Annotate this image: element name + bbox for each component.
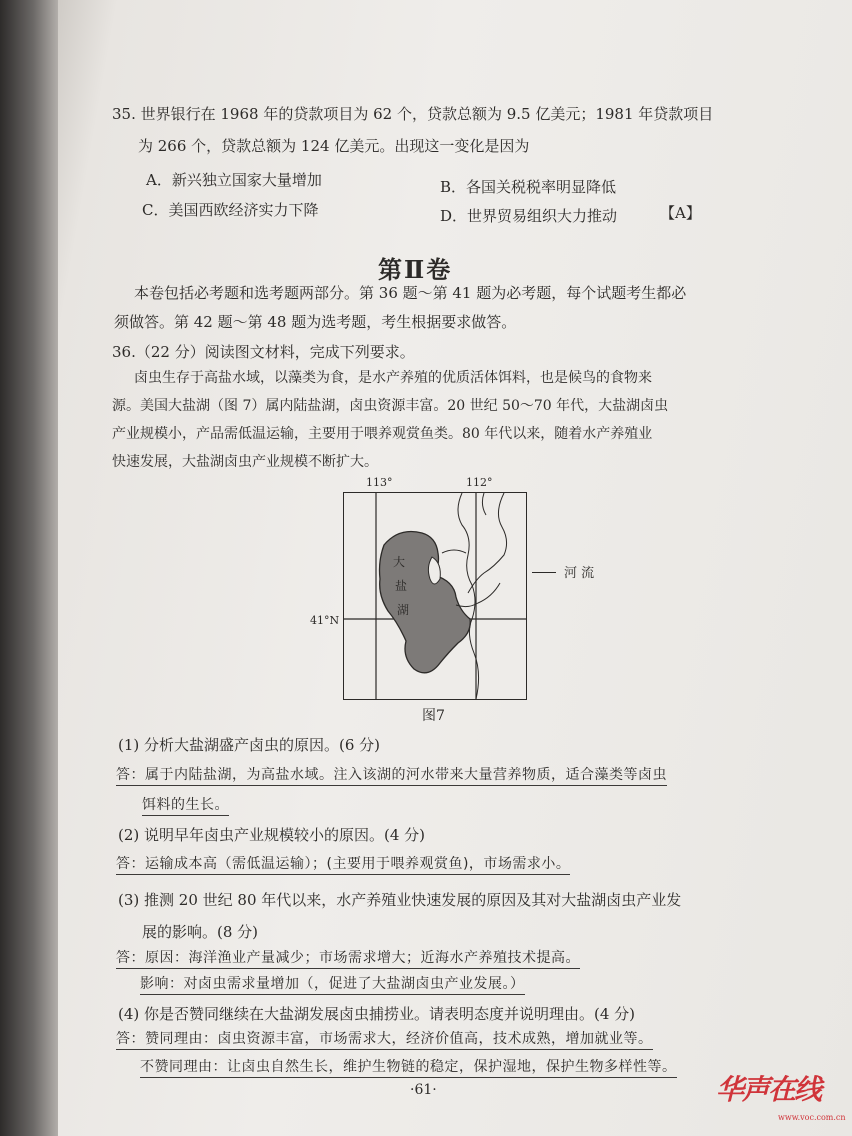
q36-material-line3: 产业规模小，产品需低温运输，主要用于喂养观赏鱼类。80 年代以来，随着水产养殖业 [112,426,653,442]
map-lon-112: 112° [466,476,493,489]
page-number: ·61· [410,1082,437,1098]
q36-sub3-line2: 展的影响。(8 分) [142,923,259,941]
q36-answer3-line2: 影响：对卤虫需求量增加（，促进了大盐湖卤虫产业发展。） [140,976,525,995]
q36-material-line2: 源。美国大盐湖（图 7）属内陆盐湖，卤虫资源丰富。20 世纪 50～70 年代，大盐湖卤虫 [112,398,669,414]
q35-answer: 【A】 [660,204,701,222]
section-title: 第Ⅱ卷 [378,255,453,284]
intro-line1: 本卷包括必考题和选考题两部分。第 36 题～第 41 题为必考题，每个试题考生都必 [134,284,687,302]
q36-sub3-line1: (3) 推测 20 世纪 80 年代以来，水产养殖业快速发展的原因及其对大盐湖卤虫产业发 [118,891,682,909]
river-5 [482,493,486,515]
q36-material-line1: 卤虫生存于高盐水域，以藻类为食，是水产养殖的优质活体饵料，也是候鸟的食物来 [134,370,652,386]
q35-option-a: A．新兴独立国家大量增加 [146,171,322,189]
map-figure-7 [343,492,527,700]
q36-answer1-line2: 饵料的生长。 [142,797,229,816]
legend-river-label: 河 流 [564,566,595,581]
intro-line2: 须做答。第 42 题～第 48 题为选考题，考生根据要求做答。 [114,313,517,331]
river-3 [442,550,466,553]
figure-caption: 图7 [422,708,445,724]
lake-char-2: 盐 [395,579,408,593]
q35-option-b: B．各国关税税率明显降低 [440,178,617,196]
q35-option-c: C．美国西欧经济实力下降 [142,201,319,219]
watermark-url: www.voc.com.cn [778,1113,846,1122]
lake-char-1: 大 [393,555,406,569]
q36-answer2: 答：运输成本高（需低温运输）；(主要用于喂养观赏鱼)，市场需求小。 [116,856,570,875]
q36-sub4: (4) 你是否赞同继续在大盐湖发展卤虫捕捞业。请表明态度并说明理由。(4 分) [118,1005,636,1023]
q36-sub1: (1) 分析大盐湖盛产卤虫的原因。(6 分) [118,736,381,754]
river-2 [468,493,507,593]
q36-answer4-line1: 答：赞同理由：卤虫资源丰富，市场需求大，经济价值高，技术成熟，增加就业等。 [116,1031,653,1050]
q35-stem-line1: 35. 世界银行在 1968 年的贷款项目为 62 个，贷款总额为 9.5 亿美元；1981 年贷款项目 [112,105,714,123]
q36-answer4-line2: 不赞同理由：让卤虫自然生长，维护生物链的稳定，保护湿地，保护生物多样性等。 [140,1059,677,1078]
map-lat-41n: 41°N [310,614,340,627]
q36-header: 36.（22 分）阅读图文材料，完成下列要求。 [112,343,415,361]
map-lon-113: 113° [366,476,393,489]
watermark-logo: 华声在线 [716,1073,821,1106]
lake-char-3: 湖 [397,603,410,617]
q36-answer1-line1: 答：属于内陆盐湖，为高盐水域。注入该湖的河水带来大量营养物质，适合藻类等卤虫 [116,767,667,786]
river-4 [456,583,500,607]
map-svg [344,493,526,699]
legend-river-line [532,572,556,573]
q35-option-d: D．世界贸易组织大力推动 [440,207,618,225]
q36-answer3-line1: 答：原因：海洋渔业产量减少；市场需求增大；近海水产养殖技术提高。 [116,950,580,969]
q36-sub2: (2) 说明早年卤虫产业规模较小的原因。(4 分) [118,826,426,844]
q36-material-line4: 快速发展，大盐湖卤虫产业规模不断扩大。 [112,454,378,470]
q35-stem-line2: 为 266 个，贷款总额为 124 亿美元。出现这一变化是因为 [138,137,530,155]
binding-shadow [0,0,60,1136]
